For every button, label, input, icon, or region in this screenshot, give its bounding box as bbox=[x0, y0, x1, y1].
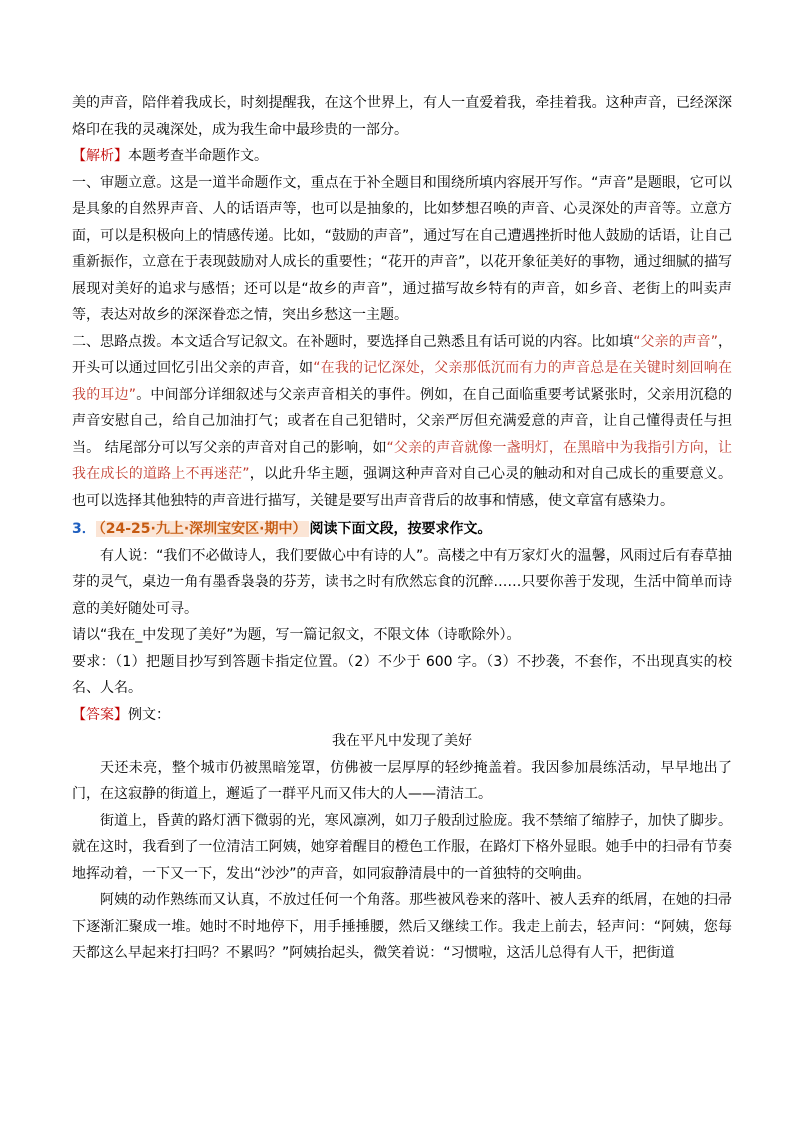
analysis-s2-text-a: 二、思路点拨。本文适合写记叙文。在补题时，要选择自己熟悉且有话可说的内容。比如填 bbox=[72, 333, 634, 350]
essay-paragraph: 天还未亮，整个城市仍被黑暗笼罩，仿佛被一层厚厚的轻纱掩盖着。我因参加晨练活动，早早地出了门，在这寂静的街道上，邂逅了一群平凡而又伟大的人——清洁工。 bbox=[72, 759, 732, 802]
answer-bracket-label: 【答案】 bbox=[72, 706, 128, 723]
analysis-heading bbox=[72, 143, 732, 170]
essay-paragraph: 街道上，昏黄的路灯洒下微弱的光，寒风凛冽，如刀子般刮过脸庞。我不禁缩了缩脖子，加快了脚步。就在这时，我看到了一位清洁工阿姨，她穿着醒目的橙色工作服，在路灯下格外显眼。她手中的扫帚有节奏地挥动着，一下又一下，发出“沙沙”的声音，如同寂静清晨中的一首独特的交响曲。 bbox=[72, 812, 732, 882]
question-prompt-paragraph: 有人说：“我们不必做诗人，我们要做心中有诗的人”。高楼之中有万家灯火的温馨，风雨过后有春草抽芽的灵气，桌边一角有墨香袅袅的芬芳，读书之时有欣然忘食的沉醉……只要你善于发现，生活中简单而诗意的美好随处可寻。 bbox=[72, 547, 732, 617]
analysis-section-2 bbox=[72, 329, 732, 515]
analysis-s2-text-c: 。中间部分详细叙述与父亲声音相关的事件。例如，在自己面临重要考试紧张时，父亲用沉稳的声音安慰自己，给自己加油打气；或者在自己犯错时，父亲严厉但充满爱意的声音，让自己懂得责任与担当。 结尾部分可以写父亲的声音对自己的影响，如 bbox=[72, 386, 732, 456]
analysis-s2-text-b: ，开头可以通过回忆引出父亲的声音，如 bbox=[72, 333, 733, 376]
analysis-s2-example-1: “父亲的声音” bbox=[633, 333, 718, 350]
document-page bbox=[72, 90, 732, 967]
analysis-section-1: 一、审题立意。这是一道半命题作文，重点在于补全题目和围绕所填内容展开写作。“声音”是题眼，它可以是具象的自然界声音、人的话语声等，也可以是抽象的，比如梦想召唤的声音、心灵深处的声音等。立意方面，可以是积极向上的情感传递。比如，“鼓励的声音”，通过写在自己遭遇挫折时他人鼓励的话语，让自己重新振作，立意在于表现鼓励对人成长的重要性；“花开的声音”，以花开象征美好的事物，通过细腻的描写展现对美好的追求与感悟；还可以是“故乡的声音”，通过描写故乡特有的声音，如乡音、老街上的叫卖声等，表达对故乡的深深眷恋之情，突出乡愁这一主题。 bbox=[72, 174, 732, 323]
question-requirements: 要求：（1）把题目抄写到答题卡指定位置。（2）不少于 600 字。（3）不抄袭，不套作，不出现真实的校名、人名。 bbox=[72, 653, 732, 696]
question-number: 3． bbox=[72, 521, 96, 537]
analysis-bracket-label: 【解析】 bbox=[72, 148, 128, 164]
question-source-tag: （24-25·九上·深圳宝安区·期中） bbox=[96, 521, 310, 537]
question-instruction: 阅读下面文段，按要求作文。 bbox=[309, 521, 492, 537]
analysis-s2-example-3: “父亲的声音就像一盏明灯，在黑暗中为我指引方向，让我在成长的道路上不再迷茫” bbox=[72, 439, 732, 482]
analysis-lead: 本题考查半命题作文。 bbox=[128, 148, 268, 164]
analysis-s2-example-2: “在我的记忆深处，父亲那低沉而有力的声音总是在关键时刻回响在我的耳边” bbox=[72, 360, 732, 403]
answer-heading bbox=[72, 702, 732, 729]
essay-title: 我在平凡中发现了美好 bbox=[332, 733, 472, 749]
analysis-s2-text-d: ，以此升华主题，强调这种声音对自己心灵的触动和对自己成长的重要意义。 也可以选择其他独特的声音进行描写，关键是要写出声音背后的故事和情感，使文章富有感染力。 bbox=[72, 466, 732, 509]
question-task: 请以“我在_中发现了美好”为题，写一篇记叙文，不限文体（诗歌除外）。 bbox=[72, 627, 521, 643]
answer-lead: 例文： bbox=[128, 706, 170, 723]
answer-tail-paragraph: 美的声音，陪伴着我成长，时刻提醒我，在这个世界上，有人一直爱着我，牵挂着我。这种声音，已经深深烙印在我的灵魂深处，成为我生命中最珍贵的一部分。 bbox=[72, 95, 732, 138]
question-heading bbox=[72, 516, 732, 543]
essay-paragraph: 阿姨的动作熟练而又认真，不放过任何一个角落。那些被风卷来的落叶、被人丢弃的纸屑，在她的扫帚下逐渐汇聚成一堆。她时不时地停下，用手捶捶腰，然后又继续工作。我走上前去，轻声问：“阿姨，您每天都这么早起来打扫吗？不累吗？”阿姨抬起头，微笑着说：“习惯啦，这活儿总得有人干，把街道 bbox=[72, 892, 732, 961]
